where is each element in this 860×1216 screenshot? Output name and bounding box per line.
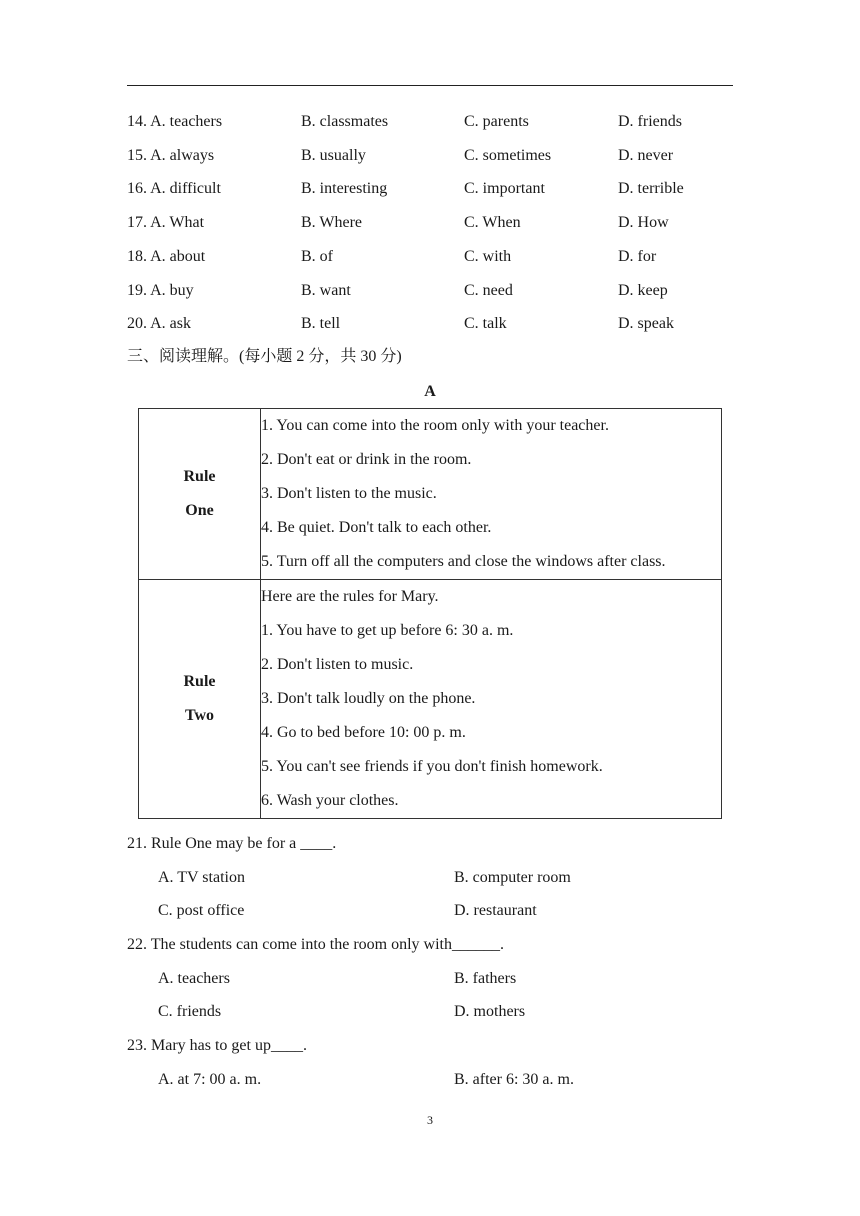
option-a: 18. A. about xyxy=(127,248,206,265)
section-heading: 三、阅读理解。(每小题 2 分，共 30 分) xyxy=(127,348,402,365)
option-c: C. with xyxy=(464,248,512,265)
option-b: B. classmates xyxy=(301,113,389,130)
option-d: D. keep xyxy=(618,282,668,299)
option-b: B. Where xyxy=(301,214,363,231)
rule-item: 1. You can come into the room only with your teacher. xyxy=(261,417,609,434)
option-c: C. parents xyxy=(464,113,529,130)
option-b: B. usually xyxy=(301,147,366,164)
option-a: 15. A. always xyxy=(127,147,215,164)
rule-item: 5. Turn off all the computers and close the windows after class. xyxy=(261,553,666,570)
question-21-option-b: B. computer room xyxy=(454,869,571,886)
top-divider-line xyxy=(127,85,733,86)
question-22-option-c: C. friends xyxy=(158,1003,222,1020)
option-a: 16. A. difficult xyxy=(127,180,221,197)
option-d: D. friends xyxy=(618,113,682,130)
rule-item: 1. You have to get up before 6: 30 a. m. xyxy=(261,622,514,639)
rule-one-list xyxy=(261,409,722,580)
rule-two-name xyxy=(139,580,261,819)
rule-item: 2. Don't eat or drink in the room. xyxy=(261,451,472,468)
question-23-stem: 23. Mary has to get up____. xyxy=(127,1037,307,1054)
option-b: B. interesting xyxy=(301,180,388,197)
option-d: D. terrible xyxy=(618,180,684,197)
question-21-option-d: D. restaurant xyxy=(454,902,537,919)
question-22-option-b: B. fathers xyxy=(454,970,517,987)
rule-one-row xyxy=(139,409,722,580)
question-23-option-a: A. at 7: 00 a. m. xyxy=(158,1071,262,1088)
option-c: C. important xyxy=(464,180,545,197)
option-c: C. talk xyxy=(464,315,507,332)
rule-item: 6. Wash your clothes. xyxy=(261,792,399,809)
question-22-stem: 22. The students can come into the room only with______. xyxy=(127,936,504,953)
option-a: 14. A. teachers xyxy=(127,113,223,130)
option-c: C. When xyxy=(464,214,521,231)
page-number: 3 xyxy=(427,1113,433,1127)
rule-two-list xyxy=(261,580,722,819)
option-d: D. How xyxy=(618,214,669,231)
option-d: D. speak xyxy=(618,315,674,332)
rule-item: Here are the rules for Mary. xyxy=(261,588,439,605)
rule-name-line: One xyxy=(185,502,214,519)
option-c: C. need xyxy=(464,282,513,299)
option-a: 17. A. What xyxy=(127,214,205,231)
rule-one-name xyxy=(139,409,261,580)
option-d: D. for xyxy=(618,248,657,265)
question-22-option-d: D. mothers xyxy=(454,1003,526,1020)
option-b: B. of xyxy=(301,248,333,265)
rule-item: 2. Don't listen to music. xyxy=(261,656,414,673)
question-23-option-b: B. after 6: 30 a. m. xyxy=(454,1071,574,1088)
rules-table xyxy=(138,408,722,819)
rule-name-line: Two xyxy=(184,707,215,724)
rule-item: 3. Don't listen to the music. xyxy=(261,485,437,502)
rule-name-line: Rule xyxy=(183,468,216,485)
option-a: 19. A. buy xyxy=(127,282,194,299)
option-d: D. never xyxy=(618,147,674,164)
option-a: 20. A. ask xyxy=(127,315,191,332)
question-21-option-a: A. TV station xyxy=(158,869,245,886)
rule-item: 3. Don't talk loudly on the phone. xyxy=(261,690,476,707)
question-22-option-a: A. teachers xyxy=(158,970,230,987)
rule-two-row xyxy=(139,580,722,819)
option-b: B. tell xyxy=(301,315,341,332)
option-c: C. sometimes xyxy=(464,147,552,164)
rule-name-line: Rule xyxy=(183,673,216,690)
rule-item: 4. Go to bed before 10: 00 p. m. xyxy=(261,724,466,741)
option-b: B. want xyxy=(301,282,351,299)
question-21-stem: 21. Rule One may be for a ____. xyxy=(127,835,337,852)
part-label: A xyxy=(424,383,436,400)
rule-item: 5. You can't see friends if you don't finish homework. xyxy=(261,758,603,775)
question-21-option-c: C. post office xyxy=(158,902,245,919)
rule-item: 4. Be quiet. Don't talk to each other. xyxy=(261,519,492,536)
